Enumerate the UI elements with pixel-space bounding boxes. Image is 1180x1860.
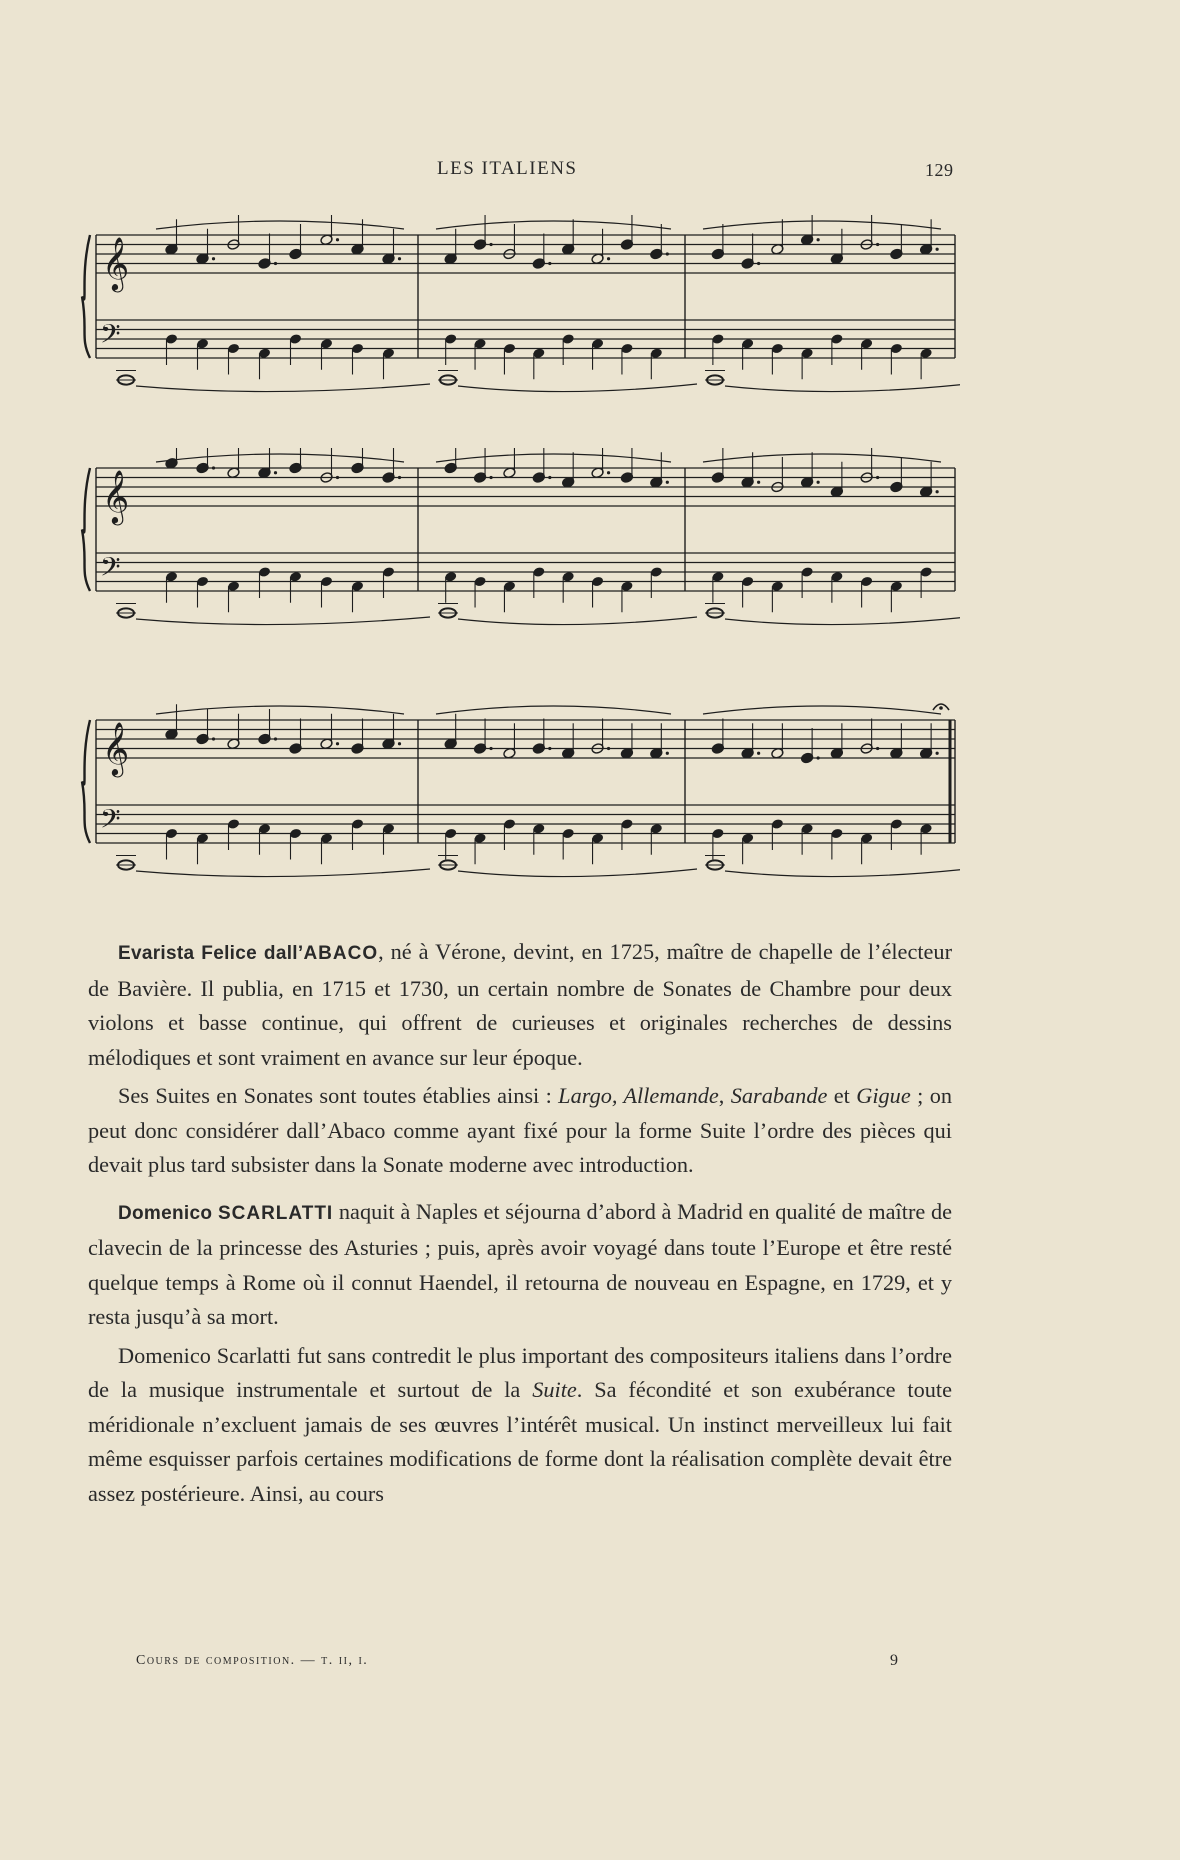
paragraph-text: . Sa fécondité et son exubérance toute méridionale n’excluent jamais de ses œuvres l’intérêt musical. Un instinct merveilleux lui fait même esquisser parfois certaines modifications de forme dont la réalisation complète devait être assez postérieure. Ainsi, au cours xyxy=(88,1377,952,1506)
dot-mark xyxy=(336,238,339,241)
dot-mark xyxy=(274,737,277,740)
dot-mark xyxy=(489,747,492,750)
separator: et xyxy=(827,1083,857,1108)
paragraph-dallabaco xyxy=(88,935,952,1075)
dot-mark xyxy=(489,243,492,246)
dot-mark xyxy=(817,238,820,241)
music-staff-system xyxy=(80,700,960,900)
slur xyxy=(156,454,404,462)
tie xyxy=(725,869,960,877)
tie xyxy=(136,384,430,392)
paragraph-text: Ses Suites en Sonates sont toutes établies ainsi : xyxy=(118,1083,559,1108)
brace-icon xyxy=(82,235,90,358)
dot-mark xyxy=(548,747,551,750)
dot-mark xyxy=(876,476,879,479)
dot-mark xyxy=(666,481,669,484)
dot-mark xyxy=(876,243,879,246)
dot-mark xyxy=(336,476,339,479)
tie xyxy=(136,617,430,625)
dot-mark xyxy=(212,737,215,740)
dot-mark xyxy=(398,742,401,745)
dot-mark xyxy=(212,466,215,469)
brace-icon xyxy=(82,468,90,591)
dot-mark xyxy=(212,257,215,260)
bass-clef-icon: 𝄢 xyxy=(100,551,121,589)
brace-icon xyxy=(82,720,90,843)
dot-mark xyxy=(936,490,939,493)
music-system-1 xyxy=(80,215,960,415)
dot-mark xyxy=(607,257,610,260)
dot-mark xyxy=(336,742,339,745)
paragraph-text: Domenico Scarlatti fut sans contredit le plus important des compositeurs italiens dans l’ordre de la musique instrumentale et surtout de la xyxy=(88,1342,952,1402)
music-staff-system xyxy=(80,448,960,648)
dot-mark xyxy=(274,471,277,474)
music-system-2 xyxy=(80,448,960,648)
music-staff-system xyxy=(80,215,960,415)
dot-mark xyxy=(489,476,492,479)
paragraph-scarlatti-suite xyxy=(88,1339,952,1512)
paragraph-suites xyxy=(88,1079,952,1183)
paragraph-text: naquit à Naples et séjourna d’abord à Madrid en qualité de maître de clavecin de la princesse des Asturies ; puis, après avoir voyagé dans toute l’Europe et être resté quelque temps à Rome où il connut Haendel, il retourna de nouveau en Espagne, en 1729, et y resta jusqu’à sa mort. xyxy=(88,1198,952,1329)
movement-name: Largo, Allemande xyxy=(558,1083,719,1108)
movement-name: Gigue xyxy=(856,1083,911,1108)
italic-term: Suite xyxy=(532,1377,577,1402)
slur xyxy=(156,221,404,229)
music-system-3 xyxy=(80,700,960,900)
dot-mark xyxy=(607,471,610,474)
dot-mark xyxy=(936,752,939,755)
dot-mark xyxy=(817,481,820,484)
slur xyxy=(436,221,671,229)
tie xyxy=(458,384,697,392)
tie xyxy=(458,869,697,877)
slur xyxy=(436,454,671,462)
dot-mark xyxy=(757,752,760,755)
paragraph-text: , né à Vérone, devint, en 1725, maître de chapelle de l’électeur de Bavière. Il publia, en 1715 et 1730, un certain nombre de Sonates de Chambre pour deux violons et basse continue, qui offrent de curieuses et originales recherches de dessins mélodiques et sont vraiment en avance sur leur époque. xyxy=(88,939,953,1070)
dot-mark xyxy=(666,252,669,255)
paragraph-text: ; on peut donc considérer dall’Abaco comme ayant fixé pour la forme Suite l’ordre des pièces qui devait plus tard subsister dans la Sonate moderne avec introduction. xyxy=(88,1083,952,1177)
page-footer xyxy=(0,1653,1180,1677)
running-title: LES ITALIENS xyxy=(437,158,578,179)
slur xyxy=(703,454,941,462)
dot-mark xyxy=(757,262,760,265)
dot-mark xyxy=(607,747,610,750)
dot-mark xyxy=(398,257,401,260)
composer-surname: ABACO xyxy=(303,943,379,964)
body-text xyxy=(88,935,952,1511)
treble-clef-icon: 𝄞 xyxy=(102,236,130,290)
slur xyxy=(156,706,404,714)
separator: , xyxy=(718,1083,731,1108)
dot-mark xyxy=(274,262,277,265)
page-number: 129 xyxy=(925,160,954,180)
movement-name: Sarabande xyxy=(730,1083,828,1108)
bass-clef-icon: 𝄢 xyxy=(100,803,121,841)
dot-mark xyxy=(548,262,551,265)
composer-name: Domenico xyxy=(118,1202,218,1224)
dot-mark xyxy=(398,476,401,479)
tie xyxy=(136,869,430,877)
dot-mark xyxy=(817,756,820,759)
bass-clef-icon: 𝄢 xyxy=(100,318,121,356)
tie xyxy=(725,617,960,625)
tie xyxy=(458,617,697,625)
slur xyxy=(436,706,671,714)
dot-mark xyxy=(666,752,669,755)
treble-clef-icon: 𝄞 xyxy=(102,721,130,775)
paragraph-scarlatti xyxy=(88,1195,952,1335)
dot-mark xyxy=(548,476,551,479)
dot-mark xyxy=(876,747,879,750)
tie xyxy=(725,384,960,392)
slur xyxy=(703,221,941,229)
fermata-dot xyxy=(939,706,943,710)
running-header xyxy=(0,158,1180,188)
dot-mark xyxy=(757,481,760,484)
signature-mark: Cours de composition. — t. ii, i. xyxy=(136,1653,369,1668)
composer-surname: SCARLATTI xyxy=(217,1202,334,1224)
composer-name: Evarista Felice dall’ xyxy=(118,943,304,964)
dot-mark xyxy=(936,248,939,251)
slur xyxy=(703,706,941,714)
treble-clef-icon: 𝄞 xyxy=(102,469,130,523)
sheet-number: 9 xyxy=(890,1652,900,1669)
